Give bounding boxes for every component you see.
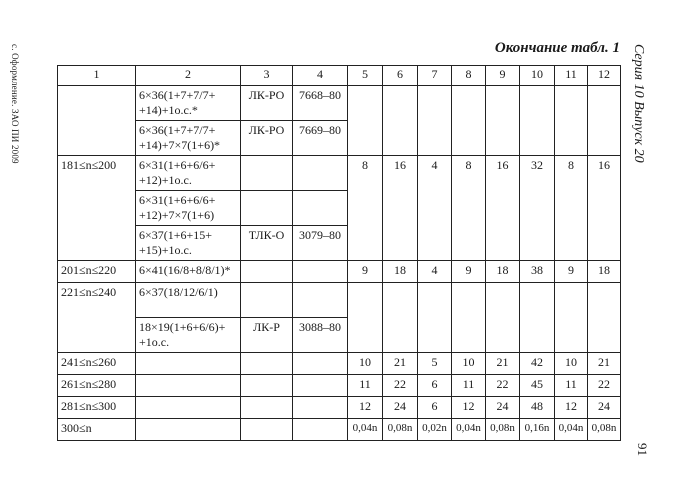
value-cell: 8: [348, 156, 383, 261]
value-cell: 4: [418, 156, 452, 261]
value-cell: 8: [555, 156, 588, 261]
value-cell: [588, 86, 621, 156]
construction-cell: [136, 397, 241, 419]
value-cell: 10: [348, 353, 383, 375]
page-number: 91: [635, 443, 650, 456]
range-cell: 201≤n≤220: [58, 261, 136, 283]
construction-cell: 18×19(1+6+6/6)+ +1о.с.: [136, 318, 241, 353]
value-cell: 0,08n: [383, 419, 418, 441]
value-cell: 22: [383, 375, 418, 397]
value-cell: [520, 283, 555, 353]
standard-cell: 7669–80: [293, 121, 348, 156]
table-heading: Окончание табл. 1: [494, 40, 620, 56]
value-cell: [418, 283, 452, 353]
table-row: [58, 419, 621, 441]
range-cell: 241≤n≤260: [58, 353, 136, 375]
standard-cell: 7668–80: [293, 86, 348, 121]
value-cell: 24: [588, 397, 621, 419]
value-cell: 6: [418, 397, 452, 419]
construction-cell: [136, 353, 241, 375]
value-cell: 5: [418, 353, 452, 375]
value-cell: 11: [452, 375, 486, 397]
column-header: 9: [486, 66, 520, 86]
value-cell: [418, 86, 452, 156]
construction-cell: [136, 375, 241, 397]
value-cell: 8: [452, 156, 486, 261]
value-cell: 21: [383, 353, 418, 375]
value-cell: 0,04n: [452, 419, 486, 441]
value-cell: 48: [520, 397, 555, 419]
value-cell: [452, 283, 486, 353]
type-cell: ЛК-Р: [241, 318, 293, 353]
type-cell: [241, 419, 293, 441]
value-cell: [555, 283, 588, 353]
construction-cell: [136, 419, 241, 441]
range-cell: 261≤n≤280: [58, 375, 136, 397]
value-cell: 21: [486, 353, 520, 375]
column-header: 10: [520, 66, 555, 86]
standard-cell: [293, 397, 348, 419]
type-cell: [241, 375, 293, 397]
value-cell: 18: [383, 261, 418, 283]
range-cell: 181≤n≤200: [58, 156, 136, 261]
value-cell: 22: [486, 375, 520, 397]
column-header: 5: [348, 66, 383, 86]
value-cell: 0,04n: [348, 419, 383, 441]
value-cell: 24: [486, 397, 520, 419]
value-cell: [486, 86, 520, 156]
value-cell: 45: [520, 375, 555, 397]
value-cell: 11: [555, 375, 588, 397]
value-cell: [383, 86, 418, 156]
column-header: 6: [383, 66, 418, 86]
standard-cell: [293, 353, 348, 375]
value-cell: 9: [555, 261, 588, 283]
construction-cell: 6×37(1+6+15+ +15)+1о.с.: [136, 226, 241, 261]
standard-cell: [293, 191, 348, 226]
standard-cell: [293, 156, 348, 191]
range-cell: 221≤n≤240: [58, 283, 136, 353]
value-cell: 0,02n: [418, 419, 452, 441]
value-cell: 38: [520, 261, 555, 283]
value-cell: 22: [588, 375, 621, 397]
table-row: [58, 156, 621, 191]
column-header: 3: [241, 66, 293, 86]
type-cell: [241, 397, 293, 419]
value-cell: [348, 283, 383, 353]
table-row: [58, 261, 621, 283]
type-cell: [241, 353, 293, 375]
column-header: 1: [58, 66, 136, 86]
column-header: 7: [418, 66, 452, 86]
type-cell: [241, 191, 293, 226]
table-row: [58, 353, 621, 375]
standard-cell: [293, 261, 348, 283]
construction-cell: 6×36(1+7+7/7+ +14)+7×7(1+6)*: [136, 121, 241, 156]
value-cell: [452, 86, 486, 156]
type-cell: ЛК-РО: [241, 86, 293, 121]
value-cell: 11: [348, 375, 383, 397]
value-cell: 6: [418, 375, 452, 397]
value-cell: [588, 283, 621, 353]
header-row: [58, 66, 621, 86]
column-header: 8: [452, 66, 486, 86]
construction-cell: 6×37(18/12/6/1): [136, 283, 241, 318]
type-cell: [241, 156, 293, 191]
standard-cell: [293, 419, 348, 441]
construction-cell: 6×36(1+7+7/7+ +14)+1о.с.*: [136, 86, 241, 121]
value-cell: 16: [383, 156, 418, 261]
value-cell: 10: [555, 353, 588, 375]
standard-cell: 3079–80: [293, 226, 348, 261]
value-cell: 18: [588, 261, 621, 283]
type-cell: ЛК-РО: [241, 121, 293, 156]
range-cell: 281≤n≤300: [58, 397, 136, 419]
value-cell: 0,08n: [486, 419, 520, 441]
construction-cell: 6×31(1+6+6/6+ +12)+7×7(1+6): [136, 191, 241, 226]
construction-cell: 6×41(16/8+8/8/1)*: [136, 261, 241, 283]
value-cell: 18: [486, 261, 520, 283]
standard-cell: 3088–80: [293, 318, 348, 353]
range-cell: 300≤n: [58, 419, 136, 441]
type-cell: [241, 283, 293, 318]
table-row: [58, 397, 621, 419]
value-cell: 16: [486, 156, 520, 261]
value-cell: 24: [383, 397, 418, 419]
value-cell: [348, 86, 383, 156]
value-cell: 9: [452, 261, 486, 283]
value-cell: 0,04n: [555, 419, 588, 441]
column-header: 11: [555, 66, 588, 86]
construction-cell: 6×31(1+6+6/6+ +12)+1о.с.: [136, 156, 241, 191]
value-cell: 12: [452, 397, 486, 419]
value-cell: 21: [588, 353, 621, 375]
side-caption-left: с. Оформление. ЗАО ПИ 2009: [10, 44, 20, 164]
table-row: [58, 86, 621, 121]
value-cell: 42: [520, 353, 555, 375]
range-cell: [58, 86, 136, 156]
type-cell: [241, 261, 293, 283]
value-cell: 32: [520, 156, 555, 261]
column-header: 12: [588, 66, 621, 86]
type-cell: ТЛК-О: [241, 226, 293, 261]
value-cell: 10: [452, 353, 486, 375]
data-table: [57, 65, 621, 441]
value-cell: [486, 283, 520, 353]
column-header: 2: [136, 66, 241, 86]
value-cell: 16: [588, 156, 621, 261]
value-cell: 0,16n: [520, 419, 555, 441]
standard-cell: [293, 375, 348, 397]
value-cell: 0,08n: [588, 419, 621, 441]
series-caption: Серия 10 Выпуск 20: [631, 44, 646, 163]
value-cell: 4: [418, 261, 452, 283]
table-row: [58, 375, 621, 397]
value-cell: [383, 283, 418, 353]
standard-cell: [293, 283, 348, 318]
value-cell: [555, 86, 588, 156]
table-row: [58, 283, 621, 318]
value-cell: 12: [348, 397, 383, 419]
value-cell: [520, 86, 555, 156]
value-cell: 9: [348, 261, 383, 283]
value-cell: 12: [555, 397, 588, 419]
column-header: 4: [293, 66, 348, 86]
